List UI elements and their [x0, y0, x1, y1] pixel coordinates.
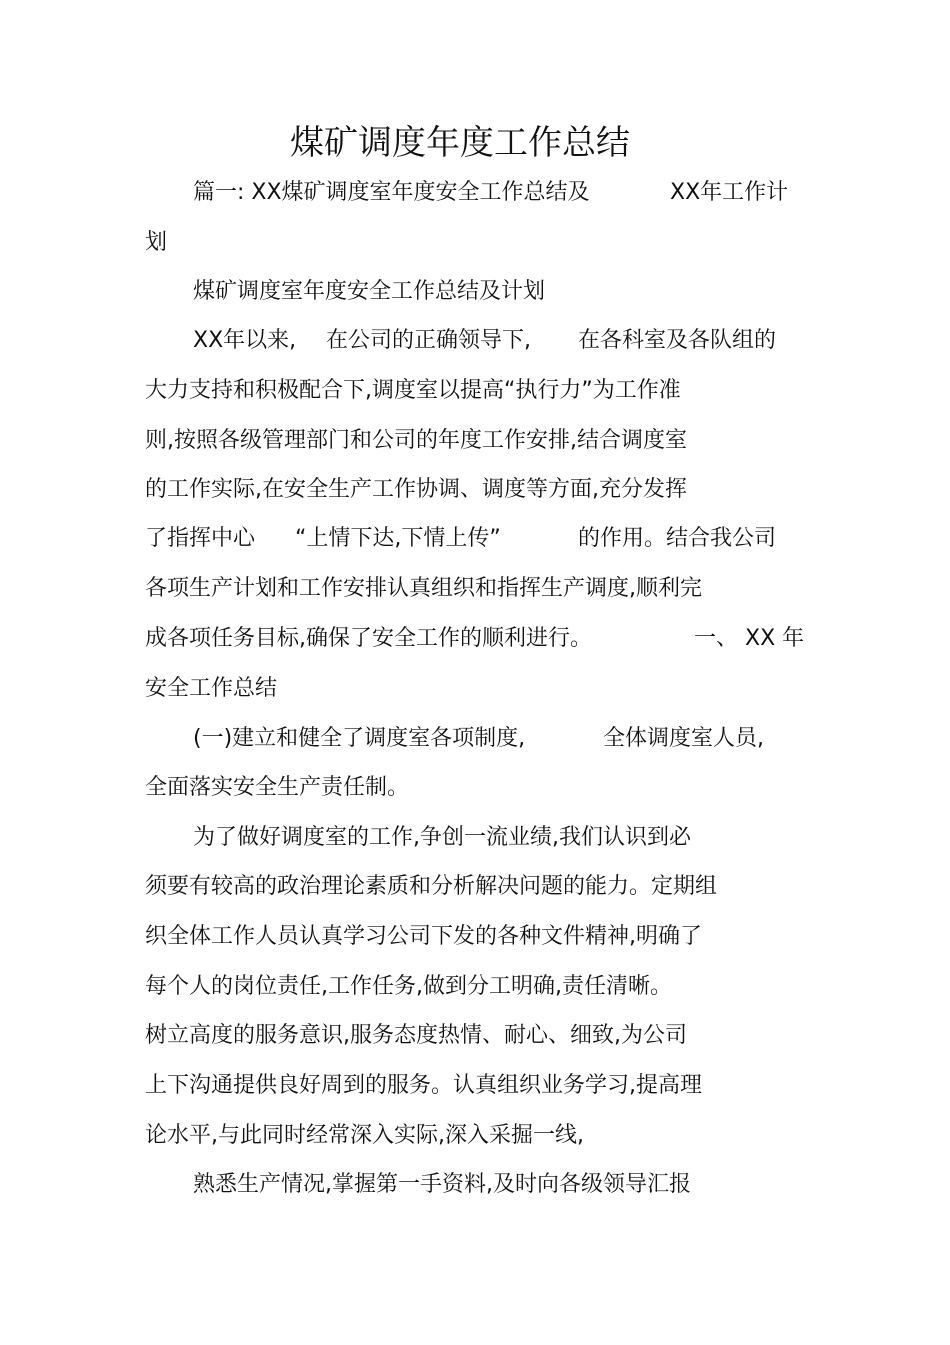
- text-line: XX年以来,: [193, 328, 297, 353]
- text-line: 上下沟通提供良好周到的服务。认真组织业务学习,提高理: [145, 1073, 702, 1098]
- text-line: 一、 XX 年: [694, 626, 805, 651]
- text-line: 论水平,与此同时经常深入实际,深入采掘一线,: [145, 1123, 584, 1148]
- text-line: (一)建立和健全了调度室各项制度,: [193, 726, 526, 751]
- text-line: 煤矿调度室年度安全工作总结及计划: [193, 279, 546, 304]
- text-line: 在各科室及各队组的: [578, 328, 777, 353]
- text-line: 全面落实安全生产责任制。: [145, 775, 410, 800]
- text-line: 全体调度室人员,: [603, 726, 764, 751]
- text-line: 熟悉生产情况,掌握第一手资料,及时向各级领导汇报: [193, 1172, 691, 1197]
- text-line: 每个人的岗位责任,工作任务,做到分工明确,责任清晰。: [145, 974, 672, 999]
- text-line: 为了做好调度室的工作,争创一流业绩,我们认识到必: [193, 825, 691, 850]
- text-line: 则,按照各级管理部门和公司的年度工作安排,结合调度室: [145, 428, 687, 453]
- text-line: 的作用。结合我公司: [578, 526, 777, 551]
- document-title: 煤矿调度年度工作总结: [290, 123, 630, 163]
- text-line: 篇一: XX煤矿调度室年度安全工作总结及: [193, 180, 590, 205]
- text-line: 各项生产计划和工作安排认真组织和指挥生产调度,顺利完: [145, 576, 702, 601]
- text-line: 了指挥中心: [145, 526, 256, 551]
- text-line: 须要有较高的政治理论素质和分析解决问题的能力。定期组: [145, 874, 718, 899]
- text-line: “上情下达,下情上传”: [295, 526, 501, 551]
- text-line: XX年工作计: [670, 180, 789, 205]
- text-line: 安全工作总结: [145, 676, 278, 701]
- text-line: 划: [145, 230, 168, 255]
- text-line: 在公司的正确领导下,: [326, 328, 531, 353]
- text-line: 的工作实际,在安全生产工作协调、调度等方面,充分发挥: [145, 477, 687, 502]
- text-line: 大力支持和积极配合下,调度室以提高“执行力”为工作准: [145, 378, 681, 403]
- text-line: 成各项任务目标,确保了安全工作的顺利进行。: [145, 626, 592, 651]
- text-line: 树立高度的服务意识,服务态度热情、耐心、细致,为公司: [145, 1023, 687, 1048]
- text-line: 织全体工作人员认真学习公司下发的各种文件精神,明确了: [145, 924, 702, 949]
